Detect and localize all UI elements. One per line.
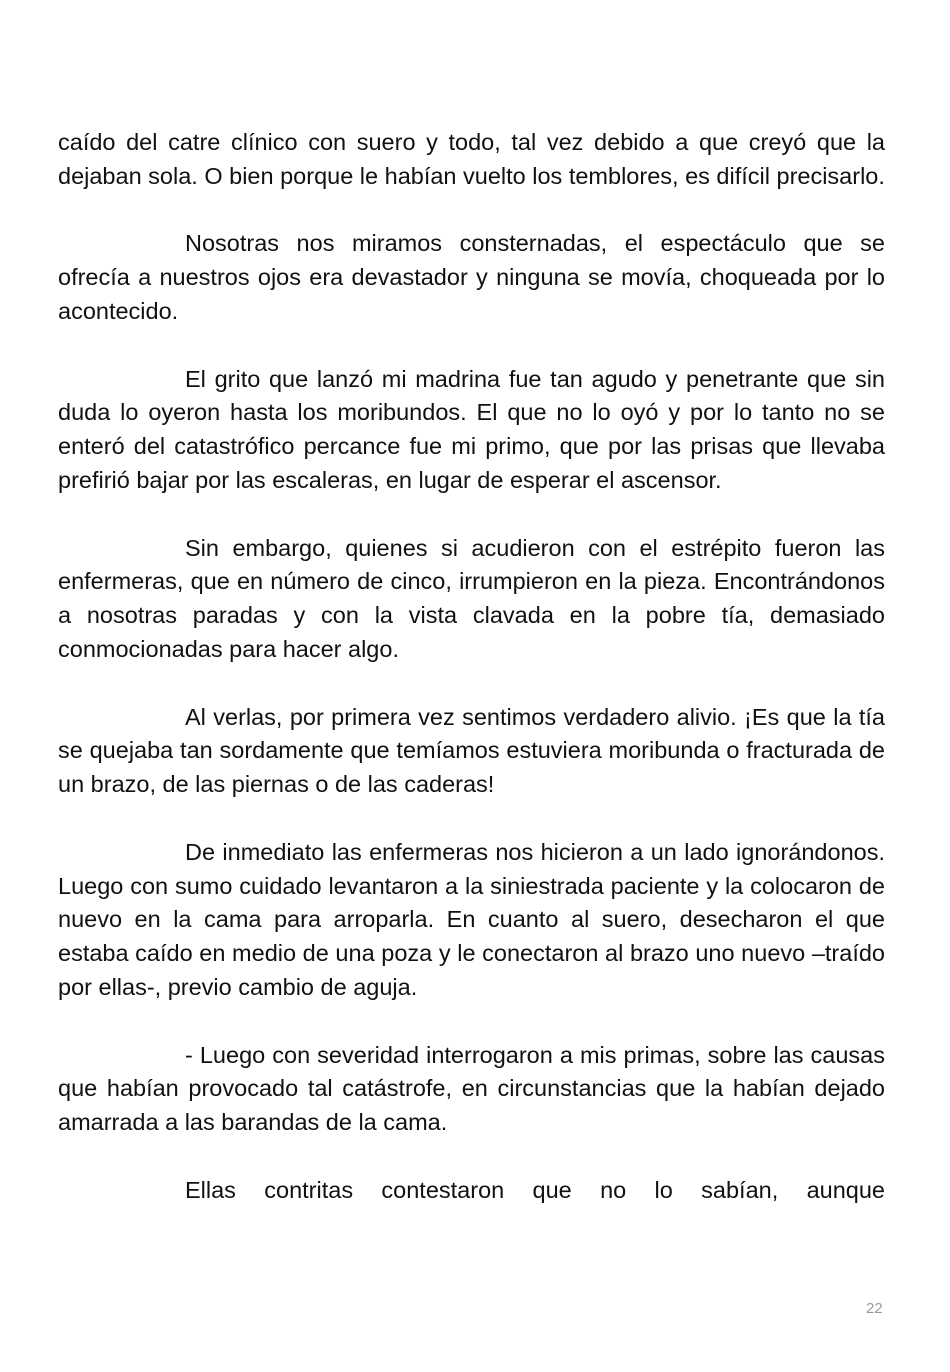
paragraph-6: De inmediato las enfermeras nos hicieron a un lado ignorándonos. Luego con sumo cuidado levantaron a la siniestrada paciente y la colocaron de nuevo en la cama para arroparla. En cuanto al suero, desecharon el que estaba caído en medio de una poza y le conectaron al brazo uno nuevo –traído por ellas-, previo cambio de aguja. — [58, 838, 885, 1000]
paragraph-3: El grito que lanzó mi madrina fue tan agudo y penetrante que sin duda lo oyeron hasta los moribundos. El que no lo oyó y por lo tanto no se enteró del catastrófico percance fue mi primo, que por las prisas que llevaba prefirió bajar por las escaleras, en lugar de esperar el ascensor. — [58, 365, 885, 493]
paragraph-8: Ellas contritas contestaron que no lo sabían, aunque — [185, 1176, 885, 1203]
paragraph-1: caído del catre clínico con suero y todo, tal vez debido a que creyó que la dejaban sola. O bien porque le habían vuelto los temblores, es difícil precisarlo. — [58, 129, 885, 189]
paragraph-7: - Luego con severidad interrogaron a mis primas, sobre las causas que habían provocado tal catástrofe, en circunstancias que la habían dejado amarrada a las barandas de la cama. — [58, 1041, 885, 1136]
paragraph-4: Sin embargo, quienes si acudieron con el estrépito fueron las enfermeras, que en número de cinco, irrumpieron en la pieza. Encontrándonos a nosotras paradas y con la vista clavada en la pobre tía, demasiado conmocionadas para hacer algo. — [58, 534, 885, 662]
page-number: 22 — [866, 1300, 883, 1317]
paragraph-5: Al verlas, por primera vez sentimos verdadero alivio. ¡Es que la tía se quejaba tan sordamente que temíamos estuviera moribunda o fracturada de un brazo, de las piernas o de las caderas! — [58, 703, 885, 798]
paragraph-2: Nosotras nos miramos consternadas, el espectáculo que se ofrecía a nuestros ojos era devastador y ninguna se movía, choqueada por lo acontecido. — [58, 230, 885, 324]
document-page — [58, 126, 885, 1208]
